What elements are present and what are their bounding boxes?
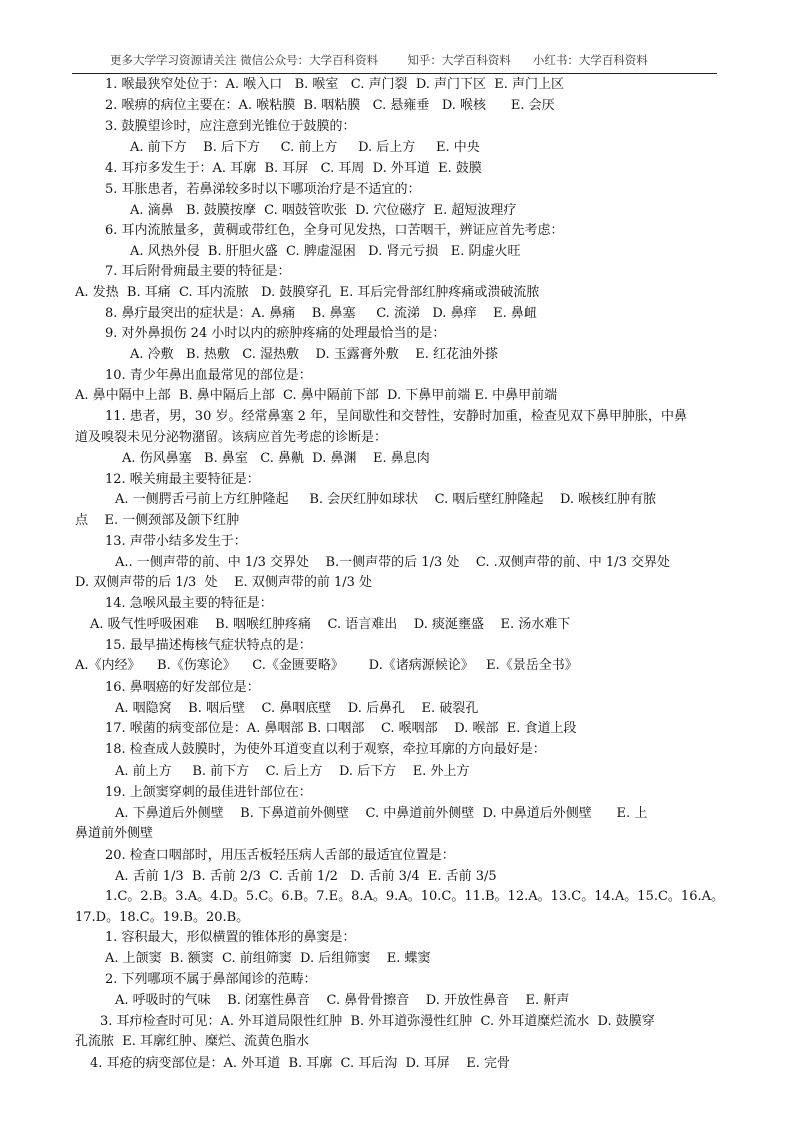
question-line: 2. 喉痹的病位主要在：A. 喉粘膜 B. 咽粘膜 C. 悬雍垂 D. 喉核 E. 会厌 (105, 98, 555, 113)
options-line: A. 前上方 B. 前下方 C. 后上方 D. 后下方 E. 外上方 (115, 764, 470, 779)
options-line: A. 风热外侵 B. 肝胆火盛 C. 脾虚湿困 D. 肾元亏损 E. 阴虚火旺 (130, 244, 521, 259)
question-line: 3. 鼓膜望诊时，应注意到光锥位于鼓膜的： (105, 119, 356, 134)
question-line: 8. 鼻疔最突出的症状是：A. 鼻痛 B. 鼻塞 C. 流涕 D. 鼻痒 E. 鼻衄 (105, 306, 537, 321)
question-line: 11. 患者，男，30 岁。经常鼻塞 2 年，呈间歇性和交替性，安静时加重，检查见双下鼻甲肿胀，中鼻 (105, 409, 688, 424)
options-line: A. 舌前 1/3 B. 舌前 2/3 C. 舌前 1/2 D. 舌前 3/4 E. 舌前 3/5 (115, 869, 497, 884)
question-line: 4. 耳疖多发生于：A. 耳廓 B. 耳屏 C. 耳周 D. 外耳道 E. 鼓膜 (105, 161, 482, 176)
question-line: 18. 检查成人鼓膜时，为使外耳道变直以利于观察，牵拉耳廓的方向最好是： (105, 742, 546, 757)
question-line: 12. 喉关痈最主要特征是： (105, 472, 260, 487)
options-line: A. 咽隐窝 B. 咽后壁 C. 鼻咽底壁 D. 后鼻孔 E. 破裂孔 (115, 701, 479, 716)
question-line: 5. 耳胀患者，若鼻涕较多时以下哪项治疗是不适宜的： (105, 182, 421, 197)
question-line: 10. 青少年鼻出血最常见的部位是： (105, 368, 312, 383)
question-line: 1. 容积最大，形似横置的锥体形的鼻窦是： (105, 930, 356, 945)
answer-key-line: 1.C。2.B。3.A。4.D。5.C。6.B。7.E。8.A。9.A。10.C。11.B。12.A。13.C。14.A。15.C。16.A。 (105, 889, 724, 904)
options-line: A. 呼吸时的气味 B. 闭塞性鼻音 C. 鼻骨骨擦音 D. 开放性鼻音 E. 鼾声 (115, 993, 570, 1008)
question-line: 17. 喉菌的病变部位是：A. 鼻咽部 B. 口咽部 C. 喉咽部 D. 喉部 E. 食道上段 (105, 721, 577, 736)
page-header: 更多大学学习资源请关注 微信公众号：大学百科资料 知乎：大学百科资料 小红书：大学百科资料 (110, 53, 648, 67)
options-line: A. 冷敷 B. 热敷 C. 湿热敷 D. 玉露膏外敷 E. 红花油外搽 (130, 347, 499, 362)
question-line: 9. 对外鼻损伤 24 小时以内的瘀肿疼痛的处理最恰当的是： (105, 326, 446, 341)
options-line: A. 吸气性呼吸困难 B. 咽喉红肿疼痛 C. 语言难出 D. 痰涎壅盛 E. 汤水难下 (90, 617, 571, 632)
options-line: 鼻道前外侧壁 (75, 826, 154, 841)
options-line: A. 前下方 B. 后下方 C. 前上方 D. 后上方 E. 中央 (130, 140, 480, 155)
answer-key-line: 17.D。18.C。19.B。20.B。 (75, 910, 250, 925)
question-line: 13. 声带小结多发生于： (105, 534, 247, 549)
question-line: 3. 耳疖检查时可见：A. 外耳道局限性红肿 B. 外耳道弥漫性红肿 C. 外耳道糜烂流水 D. 鼓膜穿 (100, 1014, 655, 1029)
question-line: 2. 下列哪项不属于鼻部闻诊的范畴： (105, 972, 317, 987)
question-line: 16. 鼻咽癌的好发部位是： (105, 680, 260, 695)
options-line: A. 伤风鼻塞 B. 鼻室 C. 鼻鼽 D. 鼻渊 E. 鼻息肉 (122, 451, 430, 466)
question-line: 19. 上颌窦穿刺的最佳进针部位在： (105, 785, 312, 800)
options-line: 孔流脓 E. 耳廓红肿、糜烂、流黄色脂水 (75, 1034, 310, 1049)
options-line: A.. 一侧声带的前、中 1/3 交界处 B.一侧声带的后 1/3 处 C. .双侧声带的前、中 1/3 交界处 (115, 555, 670, 570)
question-line: 7. 耳后附骨痈最主要的特征是： (105, 264, 291, 279)
options-line: A. 鼻中隔中上部 B. 鼻中隔后上部 C. 鼻中隔前下部 D. 下鼻甲前端 E. 中鼻甲前端 (75, 388, 558, 403)
options-line: D. 双侧声带的后 1/3 处 E. 双侧声带的前 1/3 处 (75, 575, 373, 590)
options-line: A. 一侧腭舌弓前上方红肿隆起 B. 会厌红肿如球状 C. 咽后壁红肿隆起 D. 喉核红肿有脓 (115, 492, 657, 507)
header-divider (72, 73, 717, 74)
options-line: A. 上颌窦 B. 额窦 C. 前组筛窦 D. 后组筛窦 E. 蝶窦 (105, 951, 431, 966)
question-line: 14. 急喉风最主要的特征是： (105, 596, 273, 611)
options-line: 点 E. 一侧颈部及颌下红肿 (75, 513, 240, 528)
options-line: A.《内经》 B.《伤寒论》 C.《金匮要略》 D.《诸病源候论》 E.《景岳全书》 (75, 658, 578, 673)
options-line: A. 滴鼻 B. 鼓膜按摩 C. 咽鼓管吹张 D. 穴位磁疗 E. 超短波理疗 (130, 203, 517, 218)
question-line: 15. 最早描述梅核气症状特点的是： (105, 638, 312, 653)
question-line: 6. 耳内流脓量多，黄稠或带红色，全身可见发热，口苦咽干，辨证应首先考虑： (105, 223, 564, 238)
question-line: 道及嗅裂未见分泌物潴留。该病应首先考虑的诊断是： (75, 430, 388, 445)
question-line: 20. 检查口咽部时，用压舌板轻压病人舌部的最适宜位置是： (105, 848, 455, 863)
question-line: 1. 喉最狭窄处位于：A. 喉入口 B. 喉室 C. 声门裂 D. 声门下区 E. 声门上区 (105, 77, 565, 92)
options-line: A. 发热 B. 耳痛 C. 耳内流脓 D. 鼓膜穿孔 E. 耳后完骨部红肿疼痛或溃破流脓 (75, 285, 540, 300)
options-line: A. 下鼻道后外侧壁 B. 下鼻道前外侧壁 C. 中鼻道前外侧壁 D. 中鼻道后外侧壁 E. 上 (115, 806, 648, 821)
question-line: 4. 耳疮的病变部位是：A. 外耳道 B. 耳廓 C. 耳后沟 D. 耳屏 E. 完骨 (90, 1056, 511, 1071)
